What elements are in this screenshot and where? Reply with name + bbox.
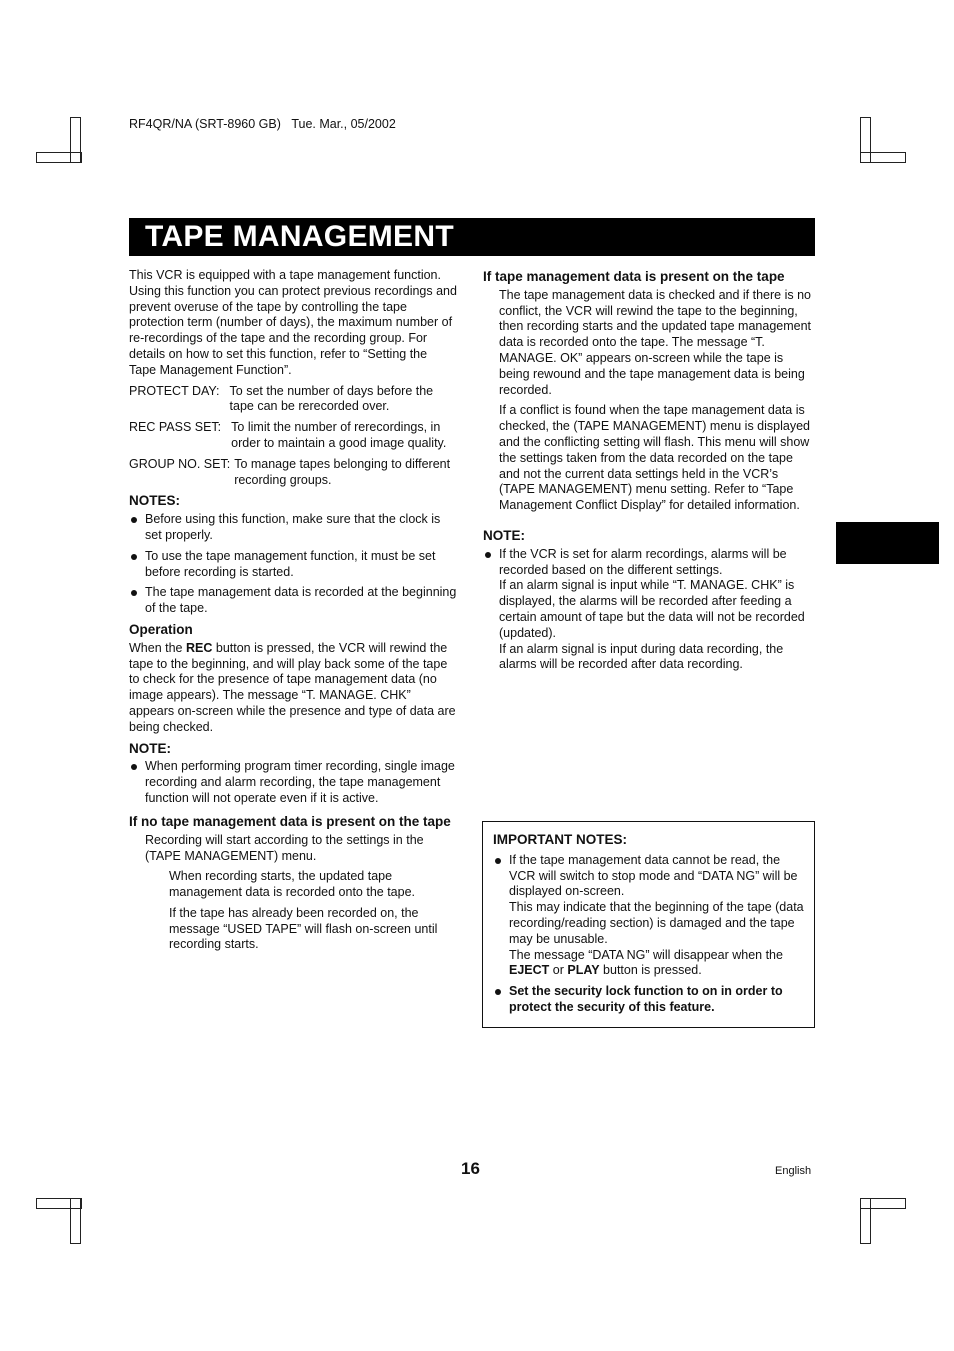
document-header: [129, 117, 396, 131]
data-present-heading: If tape management data is present on the tape: [483, 269, 785, 284]
note-item: The tape management data is recorded at the beginning of the tape.: [129, 585, 457, 617]
definition-term: PROTECT DAY:: [129, 383, 220, 398]
crop-mark-top-right-v: [860, 117, 871, 163]
note-line: If the VCR is set for alarm recordings, alarms will be recorded based on the different settings.: [499, 546, 787, 577]
data-present-paragraph: The tape management data is checked and if there is no conflict, the VCR will rewind the tape to the beginning, then recording starts and the updated tape management data is recorded onto the tape. The message “T. MANAGE. OK” appears on-screen while the tape is being rewound and the tape management data is being recorded.: [499, 287, 812, 397]
note-item: To use the tape management function, it must be set before recording is started.: [129, 549, 457, 581]
no-data-paragraph: Recording will start according to the settings in the (TAPE MANAGEMENT) menu.: [145, 832, 424, 863]
important-notes-heading: IMPORTANT NOTES:: [493, 832, 627, 847]
note-list: [483, 547, 813, 673]
title-bar: [129, 218, 815, 256]
doc-id: RF4QR/NA (SRT-8960 GB): [129, 117, 281, 131]
no-data-heading: If no tape management data is present on the tape: [129, 813, 451, 829]
important-item: [493, 853, 804, 979]
note-line: If an alarm signal is input while “T. MANAGE. CHK” is displayed, the alarms will be recorded after feeding a certain amount of tape but the data will not be recorded (updated).: [499, 578, 805, 640]
play-key: PLAY: [567, 963, 600, 978]
right-column: [483, 269, 813, 678]
definition-desc: To limit the number of rerecordings, in order to maintain a good image quality.: [231, 420, 447, 450]
definition-term: GROUP NO. SET:: [129, 456, 231, 471]
page-title: TAPE MANAGEMENT: [145, 220, 454, 253]
operation-text: button is pressed, the VCR will rewind the tape to the beginning, and will play back some of the tape to check for the presence of tape management data (no image appears). The message “T. MANAGE. CHK” appears on-screen while the presence and type of data are being checked.: [129, 640, 456, 734]
notes-list: [129, 512, 457, 617]
operation-paragraph: [129, 641, 457, 736]
note-item: Before using this function, make sure that the clock is set properly.: [129, 512, 457, 544]
important-line: If the tape management data cannot be read, the VCR will switch to stop mode and “DATA NG” will be displayed on-screen.: [509, 852, 798, 899]
definition-term: REC PASS SET:: [129, 420, 222, 435]
important-line: [509, 948, 804, 980]
no-data-paragraph: When recording starts, the updated tape management data is recorded onto the tape.: [169, 869, 415, 900]
data-present-paragraph: If a conflict is found when the tape management data is checked, the (TAPE MANAGEMENT) menu is displayed and the conflicting setting will flash. This menu will show the settings taken from the data recorded on the tape and not the current data settings held in the VCR’s (TAPE MANAGEMENT) menu setting. Refer to “Tape Management Conflict Display” for detailed information.: [499, 403, 810, 513]
definition-group-no-set: [129, 457, 457, 489]
eject-key: EJECT: [509, 963, 550, 978]
important-notes-list: [493, 853, 804, 1016]
definition-protect-day: [129, 384, 457, 416]
page-number: 16: [461, 1159, 480, 1178]
important-item: Set the security lock function to on in order to protect the security of this feature.: [493, 984, 804, 1016]
important-notes-box: [482, 821, 815, 1028]
section-tab: [836, 522, 939, 564]
note-heading: NOTE:: [483, 527, 525, 543]
important-text: The message “DATA NG” will disappear when the: [509, 947, 783, 962]
note-list: [129, 759, 457, 806]
crop-mark-bottom-left-v: [70, 1198, 81, 1244]
operation-text: When the: [129, 640, 186, 655]
note-heading: NOTE:: [129, 740, 171, 756]
no-data-paragraph: If the tape has already been recorded on, the message “USED TAPE” will flash on-screen until recording starts.: [169, 905, 438, 952]
important-notes-content: [493, 832, 804, 1021]
important-text: button is pressed.: [599, 963, 702, 978]
rec-key: REC: [185, 640, 213, 655]
definition-desc: To manage tapes belonging to different recording groups.: [234, 456, 451, 487]
important-line: This may indicate that the beginning of the tape (data recording/reading section) is damaged and the tape may be unusable.: [509, 900, 804, 946]
note-item: When performing program timer recording, single image recording and alarm recording, the tape management function will not operate even if it is active.: [129, 759, 457, 806]
note-line: If an alarm signal is input during data recording, the alarms will be recorded after data recording.: [499, 641, 784, 672]
crop-mark-bottom-right-v: [860, 1198, 871, 1244]
operation-heading: Operation: [129, 621, 193, 637]
definition-rec-pass-set: [129, 420, 457, 452]
language-label: English: [775, 1165, 812, 1177]
intro-paragraph: This VCR is equipped with a tape management function. Using this function you can protect previous recordings and prevent overuse of the tape by controlling the tape protection term (number of days), the maximum number of re-recordings of the tape and the recording group. For details on how to set this function, refer to “Setting the Tape Management Function”.: [129, 268, 457, 377]
left-column: [129, 268, 457, 958]
notes-heading: NOTES:: [129, 493, 181, 509]
crop-mark-top-left-v: [70, 117, 81, 163]
important-text: or: [549, 963, 568, 978]
definition-desc: To set the number of days before the tape can be rerecorded over.: [229, 383, 434, 414]
doc-date: Tue. Mar., 05/2002: [291, 117, 396, 131]
note-item: [483, 547, 813, 673]
